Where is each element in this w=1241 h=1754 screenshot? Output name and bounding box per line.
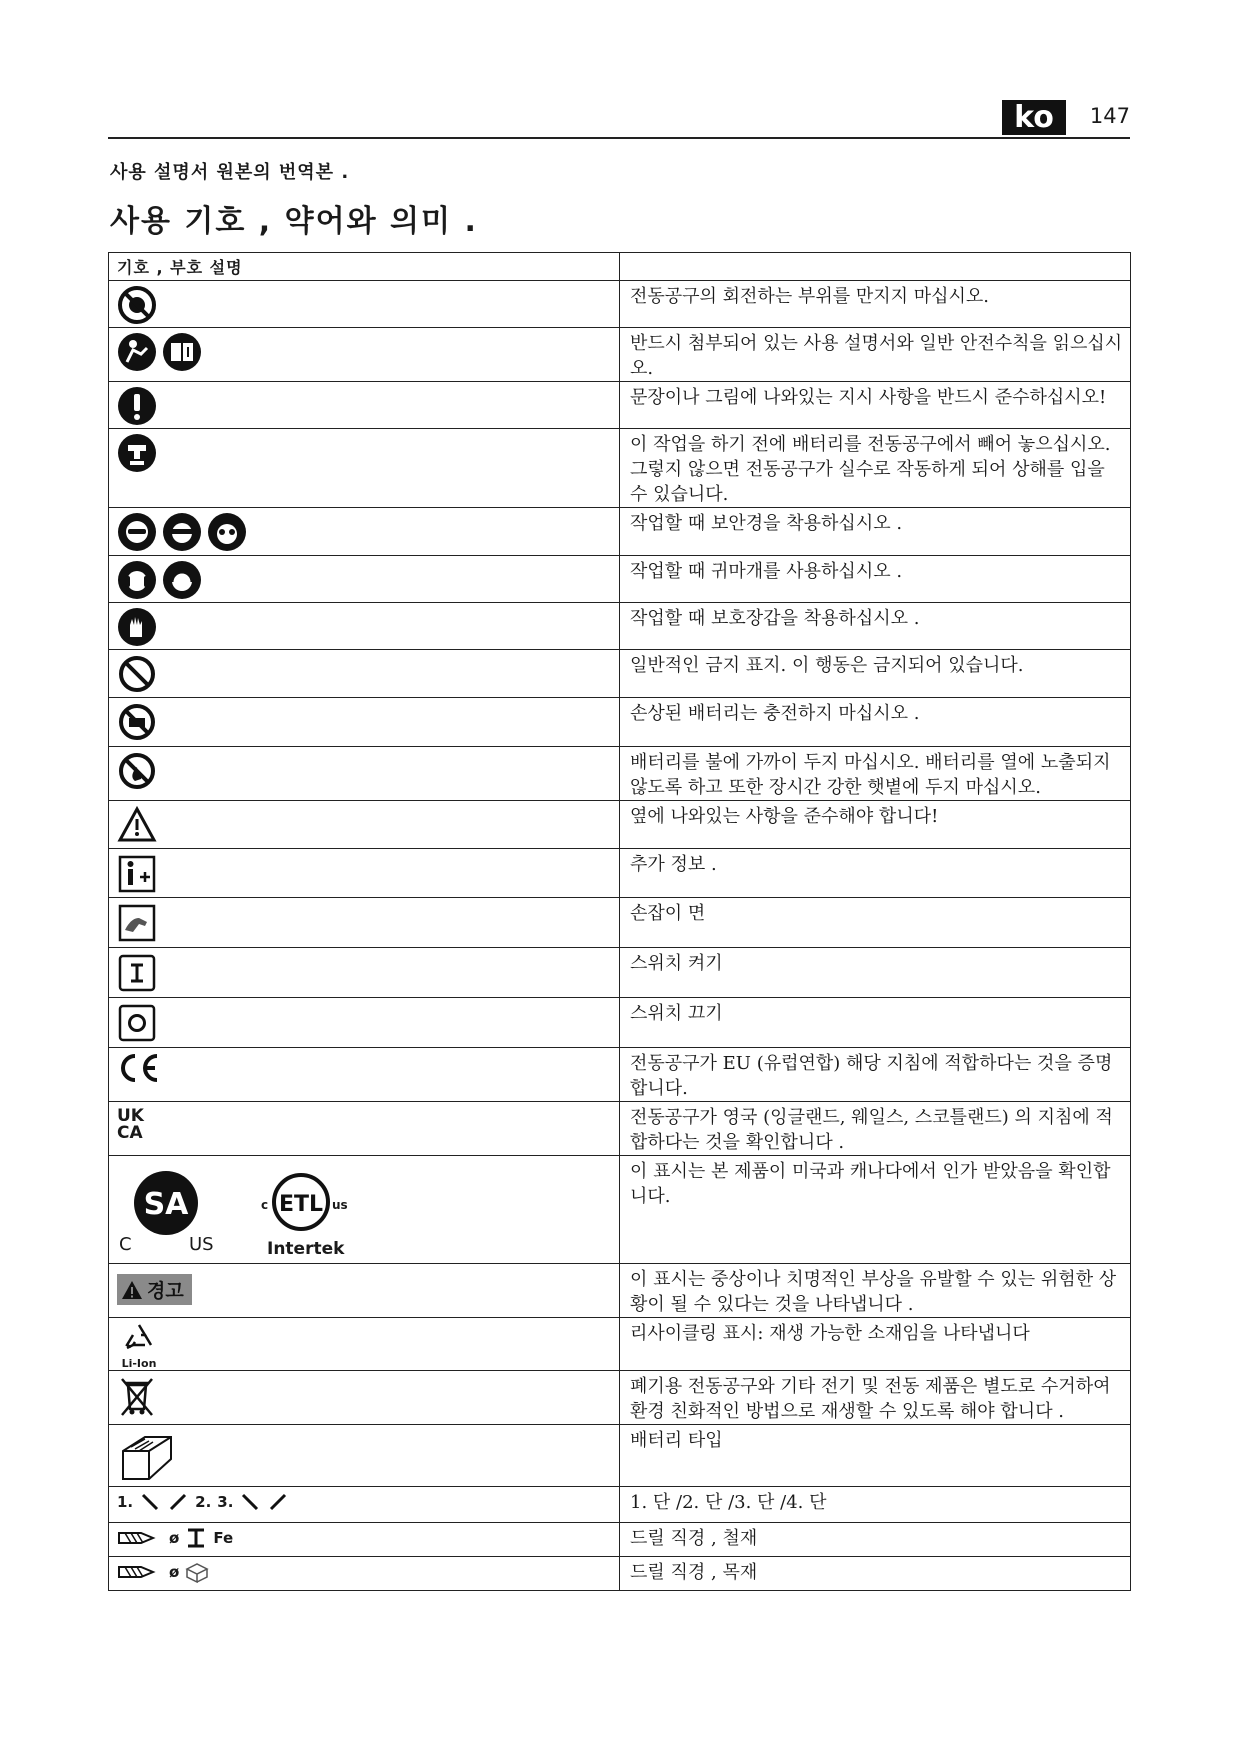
symbol-cell <box>109 508 620 556</box>
table-row <box>109 801 1131 849</box>
symbol-cell <box>109 948 620 998</box>
manual-book-icon <box>162 332 202 372</box>
symbol-cell <box>109 801 620 849</box>
table-row <box>109 747 1131 801</box>
symbol-cell <box>109 747 620 801</box>
fe-label: Fe <box>213 1529 234 1547</box>
steel-beam-icon <box>185 1527 207 1549</box>
symbol-cell <box>109 556 620 603</box>
description-cell: 이 표시는 본 제품이 미국과 캐나다에서 인가 받았음을 확인합니다. <box>620 1156 1131 1264</box>
symbol-cell <box>109 1371 620 1425</box>
torque-stages-icon <box>117 1491 619 1513</box>
page-title: 사용 기호 , 약어와 의미 . <box>110 204 478 239</box>
svg-text:SA: SA <box>143 1187 189 1222</box>
drill-diameter-wood-icon <box>117 1561 619 1583</box>
etl-logo <box>259 1164 349 1259</box>
svg-text:ETL: ETL <box>278 1192 324 1217</box>
symbol-cell <box>109 998 620 1048</box>
description-cell: 작업할 때 귀마개를 사용하십시오 . <box>620 556 1131 603</box>
gloves-icon <box>117 607 157 647</box>
description-cell: 반드시 첨부되어 있는 사용 설명서와 일반 안전수칙을 읽으십시오. <box>620 328 1131 382</box>
table-row <box>109 948 1131 998</box>
battery-pack-icon <box>117 1429 177 1485</box>
ear-muffs-icon <box>162 560 202 600</box>
table-row <box>109 1523 1131 1557</box>
warning-badge-label: 경고 <box>147 1280 184 1302</box>
language-tab: ko <box>1002 100 1066 135</box>
goggles-icon <box>207 512 247 552</box>
symbol-cell <box>109 328 620 382</box>
column-header-empty <box>620 253 1131 281</box>
symbol-cell <box>109 1487 620 1523</box>
switch-on-icon <box>117 952 157 992</box>
description-cell: 이 작업을 하기 전에 배터리를 전동공구에서 빼어 놓으십시오. 그렇지 않으면 전동공구가 실수로 작동하게 되어 상해를 입을 수 있습니다. <box>620 429 1131 508</box>
screwdriver-icon <box>239 1491 261 1513</box>
symbol-cell <box>109 698 620 747</box>
table-row <box>109 1264 1131 1318</box>
symbol-cell <box>109 1425 620 1487</box>
description-cell: 작업할 때 보안경을 착용하십시오 . <box>620 508 1131 556</box>
ce-mark-icon <box>117 1052 161 1084</box>
description-cell: 드릴 직경 , 철재 <box>620 1523 1131 1557</box>
symbol-cell <box>109 1557 620 1591</box>
screwdriver-icon <box>267 1491 289 1513</box>
exclamation-icon <box>117 386 157 426</box>
table-row <box>109 650 1131 698</box>
description-cell: 드릴 직경 , 목재 <box>620 1557 1131 1591</box>
table-row <box>109 382 1131 429</box>
description-cell: 배터리를 불에 가까이 두지 마십시오. 배터리를 열에 노출되지 않도록 하고 또한 장시간 강한 햇볕에 두지 마십시오. <box>620 747 1131 801</box>
description-cell: 배터리 타입 <box>620 1425 1131 1487</box>
symbol-cell <box>109 1156 620 1264</box>
table-row <box>109 698 1131 747</box>
switch-off-icon <box>117 1002 157 1042</box>
page-header <box>108 100 1130 139</box>
description-cell: 손상된 배터리는 충전하지 마십시오 . <box>620 698 1131 747</box>
table-row <box>109 849 1131 898</box>
table-row <box>109 1318 1131 1371</box>
page-number: 147 <box>1089 104 1130 128</box>
symbol-cell <box>109 650 620 698</box>
description-cell: 스위치 켜기 <box>620 948 1131 998</box>
description-cell: 이 표시는 중상이나 치명적인 부상을 유발할 수 있는 위험한 상황이 될 수 있다는 것을 나타냅니다 . <box>620 1264 1131 1318</box>
ukca-top-text: UK <box>117 1106 144 1126</box>
description-cell: 전동공구의 회전하는 부위를 만지지 마십시오. <box>620 281 1131 328</box>
etl-mark-icon <box>271 1172 331 1232</box>
column-header: 기호 , 부호 설명 <box>109 253 620 281</box>
stage-2-label: 2. <box>195 1493 212 1511</box>
description-cell: 손잡이 면 <box>620 898 1131 948</box>
description-cell: 전동공구가 EU (유럽연합) 해당 지침에 적합하다는 것을 증명합니다. <box>620 1048 1131 1102</box>
symbol-cell <box>109 898 620 948</box>
document-subtitle: 사용 설명서 원본의 번역본 . <box>110 162 350 183</box>
read-manual-icon <box>117 332 157 372</box>
intertek-label: Intertek <box>267 1239 345 1259</box>
csa-etl-certification-icon <box>117 1160 619 1259</box>
ukca-mark-icon <box>117 1106 619 1142</box>
screwdriver-icon <box>167 1491 189 1513</box>
description-cell: 1. 단 /2. 단 /3. 단 /4. 단 <box>620 1487 1131 1523</box>
table-row <box>109 898 1131 948</box>
description-cell: 리사이클링 표시: 재생 가능한 소재임을 나타냅니다 <box>620 1318 1131 1371</box>
ear-protection-icon <box>117 560 157 600</box>
table-row <box>109 429 1131 508</box>
csa-logo <box>119 1164 219 1259</box>
table-row <box>109 556 1131 603</box>
no-charge-damaged-battery-icon <box>117 702 157 742</box>
wood-block-icon <box>185 1561 209 1583</box>
csa-mark-icon <box>131 1168 201 1238</box>
drill-bit-icon <box>117 1527 163 1549</box>
no-fire-battery-icon <box>117 751 157 791</box>
table-row <box>109 1102 1131 1156</box>
symbol-cell <box>109 849 620 898</box>
li-ion-label: Li-Ion <box>121 1357 157 1370</box>
symbols-table <box>108 252 1131 1591</box>
grip-surface-icon <box>117 902 157 942</box>
description-cell: 전동공구가 영국 (잉글랜드, 웨일스, 스코틀랜드) 의 지침에 적합하다는 것을 확인합니다 . <box>620 1102 1131 1156</box>
etl-us-label: us <box>332 1198 348 1212</box>
table-row <box>109 603 1131 650</box>
description-cell: 스위치 끄기 <box>620 998 1131 1048</box>
symbol-cell <box>109 429 620 508</box>
table-row <box>109 328 1131 382</box>
symbol-cell <box>109 603 620 650</box>
remove-battery-icon <box>117 433 157 473</box>
stage-3-label: 3. <box>217 1493 234 1511</box>
table-row <box>109 1557 1131 1591</box>
table-row <box>109 1048 1131 1102</box>
table-row <box>109 508 1131 556</box>
weee-crossed-bin-icon <box>117 1375 157 1419</box>
screwdriver-icon <box>139 1491 161 1513</box>
table-header-row <box>109 253 1131 281</box>
symbol-cell <box>109 1048 620 1102</box>
ukca-bottom-text: CA <box>117 1123 143 1143</box>
table-row <box>109 1371 1131 1425</box>
symbol-cell <box>109 1318 620 1371</box>
warning-badge-icon <box>117 1274 192 1305</box>
safety-glasses-icon <box>162 512 202 552</box>
description-cell: 문장이나 그림에 나와있는 지시 사항을 반드시 준수하십시오! <box>620 382 1131 429</box>
diameter-symbol: ø <box>169 1529 180 1547</box>
table-row <box>109 281 1131 328</box>
warning-triangle-icon <box>117 805 157 845</box>
diameter-symbol: ø <box>169 1563 180 1581</box>
description-cell: 작업할 때 보호장갑을 착용하십시오 . <box>620 603 1131 650</box>
recycling-li-ion-icon <box>117 1322 161 1370</box>
no-touch-rotating-icon <box>117 285 157 325</box>
recycling-icon <box>119 1322 159 1354</box>
description-cell: 추가 정보 . <box>620 849 1131 898</box>
stage-1-label: 1. <box>117 1493 134 1511</box>
warning-triangle-small-icon <box>121 1280 143 1300</box>
table-row <box>109 1487 1131 1523</box>
symbol-cell <box>109 1264 620 1318</box>
face-shield-icon <box>117 512 157 552</box>
symbol-cell <box>109 281 620 328</box>
table-row <box>109 1156 1131 1264</box>
symbol-cell <box>109 382 620 429</box>
etl-c-label: c <box>261 1198 269 1212</box>
symbol-cell <box>109 1523 620 1557</box>
drill-bit-icon <box>117 1561 163 1583</box>
prohibition-icon <box>117 654 157 694</box>
table-row <box>109 998 1131 1048</box>
table-row <box>109 1425 1131 1487</box>
info-plus-icon <box>117 853 157 893</box>
description-cell: 일반적인 금지 표지. 이 행동은 금지되어 있습니다. <box>620 650 1131 698</box>
drill-diameter-steel-icon <box>117 1527 619 1549</box>
csa-us-label: US <box>189 1234 214 1255</box>
symbol-cell <box>109 1102 620 1156</box>
description-cell: 폐기용 전동공구와 기타 전기 및 전동 제품은 별도로 수거하여 환경 친화적인 방법으로 재생할 수 있도록 해야 합니다 . <box>620 1371 1131 1425</box>
description-cell: 옆에 나와있는 사항을 준수해야 합니다! <box>620 801 1131 849</box>
csa-c-label: C <box>119 1234 132 1255</box>
